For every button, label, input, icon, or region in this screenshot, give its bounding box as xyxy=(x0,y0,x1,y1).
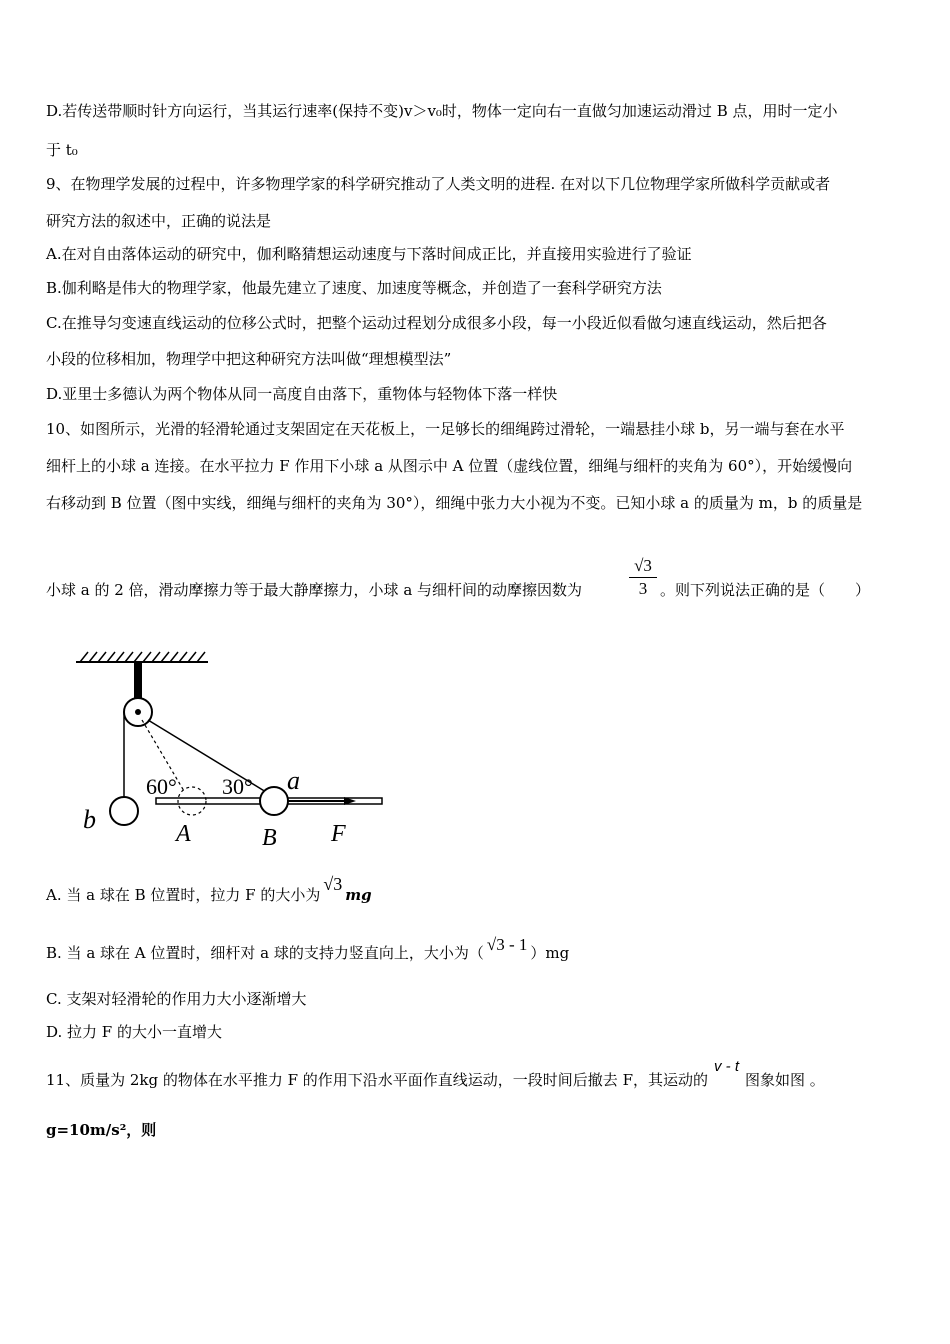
q11-stem-text-a: 11、质量为 2kg 的物体在水平推力 F 的作用下沿水平面作直线运动，一段时间后撤去 F，其运动的 xyxy=(46,1071,708,1089)
q9-option-a: A.在对自由落体运动的研究中，伽利略猜想运动速度与下落时间成正比，并直接用实验进行了验证 xyxy=(46,245,692,263)
angle-60-label: 60° xyxy=(146,774,177,799)
pulley-axle xyxy=(135,709,141,715)
q9-option-c-line1: C.在推导匀变速直线运动的位移公式时，把整个运动过程划分成很多小段，每一小段近似看做匀速直线运动，然后把各 xyxy=(46,314,827,332)
q9-option-d: D.亚里士多德认为两个物体从同一高度自由落下，重物体与轻物体下落一样快 xyxy=(46,385,558,403)
q9-option-c-line2: 小段的位移相加，物理学中把这种研究方法叫做“理想模型法” xyxy=(46,350,452,368)
q9-option-b: B.伽利略是伟大的物理学家，他最先建立了速度、加速度等概念，并创造了一套科学研究方法 xyxy=(46,279,662,297)
q10-stem-line3: 右移动到 B 位置（图中实线，细绳与细杆的夹角为 30°），细绳中张力大小视为不变。已知小球 a 的质量为 m，b 的质量是 xyxy=(46,494,863,512)
ball-a-label: a xyxy=(287,766,300,795)
q10-stem-line4b: 。则下列说法正确的是（ ） xyxy=(660,581,871,599)
pulley-diagram xyxy=(70,648,390,853)
position-a-label: A xyxy=(176,821,191,847)
ball-b-label: b xyxy=(83,805,96,834)
q9-stem-line2: 研究方法的叙述中，正确的说法是 xyxy=(46,212,272,230)
q10-option-a xyxy=(46,874,372,905)
ball-a xyxy=(260,787,288,815)
friction-coefficient-fraction xyxy=(629,555,657,600)
q10-option-a-text: A. 当 a 球在 B 位置时，拉力 F 的大小为 xyxy=(46,886,321,904)
fraction-denominator: 3 xyxy=(638,579,648,598)
q11-stem-line1 xyxy=(46,1058,825,1091)
force-f-label: F xyxy=(331,821,346,847)
vt-graph-label: v - t xyxy=(713,1058,739,1075)
q11-stem-text-b: 图象如图 。 xyxy=(744,1071,825,1089)
q10-stem-line4a: 小球 a 的 2 倍，滑动摩擦力等于最大静摩擦力，小球 a 与细杆间的动摩擦因数为 xyxy=(46,581,583,599)
sqrt3-minus-1-value: √3 - 1 xyxy=(486,935,528,954)
ceiling-hatch xyxy=(80,652,205,662)
q10-option-b xyxy=(46,935,570,963)
q8-option-d-line1: D.若传送带顺时针方向运行，当其运行速率(保持不变)v＞v₀时，物体一定向右一直做匀加速运动滑过 B 点，用时一定小 xyxy=(46,102,838,120)
q10-option-d: D. 拉力 F 的大小一直增大 xyxy=(46,1023,222,1041)
q10-stem-line2: 细杆上的小球 a 连接。在水平拉力 F 作用下小球 a 从图示中 A 位置（虚线位置，细绳与细杆的夹角为 60°），开始缓慢向 xyxy=(46,457,853,475)
q10-option-b-text: B. 当 a 球在 A 位置时，细杆对 a 球的支持力竖直向上，大小为（ xyxy=(46,944,484,962)
fraction-numerator: √3 xyxy=(629,555,657,578)
angle-30-label: 30° xyxy=(222,774,253,799)
q10-option-a-mg: mg xyxy=(345,886,372,904)
sqrt3-value: √3 xyxy=(323,874,343,894)
ball-b xyxy=(110,797,138,825)
q10-stem-line1: 10、如图所示，光滑的轻滑轮通过支架固定在天花板上，一足够长的细绳跨过滑轮，一端悬挂小球 b，另一端与套在水平 xyxy=(46,420,845,438)
q8-option-d-line2: 于 t₀ xyxy=(46,141,78,159)
q10-option-b-mg: ）mg xyxy=(530,944,570,962)
q11-stem-line2: g=10m/s²，则 xyxy=(46,1121,157,1139)
q10-option-c: C. 支架对轻滑轮的作用力大小逐渐增大 xyxy=(46,990,307,1008)
position-b-label: B xyxy=(262,825,277,851)
pulley-support xyxy=(134,662,142,699)
q9-stem-line1: 9、在物理学发展的过程中，许多物理学家的科学研究推动了人类文明的进程. 在对以下几位物理学家所做科学贡献或者 xyxy=(46,175,831,193)
